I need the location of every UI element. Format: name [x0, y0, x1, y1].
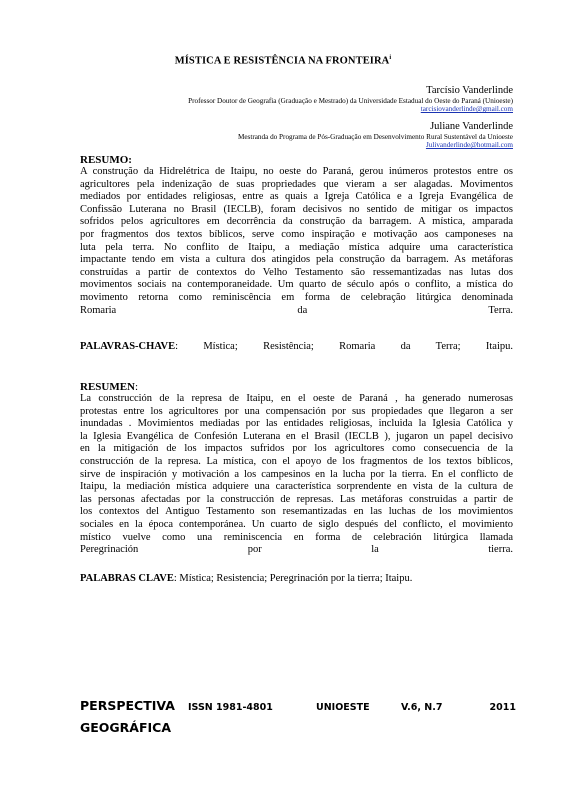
volume-label: V.6, N.7 — [401, 702, 443, 713]
palavras-chave-line — [80, 341, 513, 352]
palavras-chave-text: : Mística; Resistência; Romaria da Terra; Itaipu. — [175, 341, 513, 352]
paragraph-line: construídas a partir de contextos do Velho Testamento são ressemantizadas nas lutas dos — [80, 266, 513, 278]
resumen-heading: RESUMEN — [80, 381, 136, 393]
paragraph-line: La construcción de la represa de Itaipu, en el oeste de Paraná , ha generado numerosas — [80, 393, 513, 404]
paragraph-line: movimento retorna como reminiscência em forma de celebração litúrgica denominada — [80, 291, 513, 303]
paragraph-line: movimentos sociais na contemporaneidade. Um quarto de século após o conflito, a mística do — [80, 279, 513, 291]
year-label: 2011 — [489, 702, 516, 713]
paragraph-line: místico vuelve como una reminiscencia en forma de celebración litúrgica llamada — [80, 531, 513, 543]
title-footnote-marker: i — [389, 54, 392, 61]
paragraph-line: mediados por entidades religiosas, entre as quais a Igreja Católica e a Igreja Evangélica de — [80, 191, 513, 203]
resumen-heading-colon: : — [135, 381, 139, 393]
resumo-text — [80, 166, 513, 317]
paragraph-line: impactante tendo em vista a cultura dos atingidos pela construção da barragem. As metáforas — [80, 254, 513, 266]
author-affiliation: Mestranda do Programa de Pós-Graduação em Desenvolvimento Rural Sustentável da Unioeste — [237, 133, 513, 142]
paragraph-line: luta pela terra. No conflito de Itaipu, a mediação mística adquire uma característica — [80, 241, 513, 253]
issn-label: ISSN 1981-4801 — [188, 702, 273, 713]
author-name: Juliane Vanderlinde — [430, 121, 513, 132]
palabras-clave-text: : Mística; Resistencia; Peregrinación por la tierra; Itaipu. — [173, 573, 413, 584]
palabras-clave-line — [80, 573, 412, 584]
resumo-heading: RESUMO: — [80, 154, 132, 166]
paragraph-line: la Iglesia Evangélica de Confesión Luterana en el Brasil (IECLB ), jugaron un papel decisivo — [80, 430, 513, 442]
paper-title — [0, 54, 566, 67]
paragraph-line: Peregrinación por la tierra. — [80, 544, 513, 556]
palavras-chave-label: PALAVRAS-CHAVE — [80, 341, 176, 352]
resumo-section — [80, 154, 513, 317]
paragraph-line: protestas entre los agricultores por una compensación por sus propiedades que llegaron a ser — [80, 405, 513, 417]
paragraph-line: Confissão Luterana no Brasil (IECLB), foram decisivos no sentido de mitigar os impactos — [80, 203, 513, 215]
paragraph-line: Romaria da Terra. — [80, 304, 513, 316]
author-email-link[interactable]: tarcisiovanderlinde@gmail.com — [420, 105, 513, 114]
resumen-text — [80, 393, 513, 557]
paragraph-line: construcción de la represa. La mística, con el apoyo de los fragmentos de los textos bíblicos, — [80, 455, 513, 467]
paragraph-line: por fragmentos dos textos bíblicos, serve como inspiração e motivação aos camponeses na — [80, 228, 513, 240]
paragraph-line: las personas afectadas por la construcción de represas. Las metáforas construidas a partir de — [80, 493, 513, 505]
resumen-section — [80, 381, 513, 557]
paragraph-line: A construção da Hidrelétrica de Itaipu, no oeste do Paraná, gerou inúmeros protestos entre os — [80, 166, 513, 177]
paragraph-line: en la mitigación de los impactos sufridos por los agricultores como consecuencia de la — [80, 443, 513, 455]
author-name: Tarcísio Vanderlinde — [426, 85, 513, 96]
title-text: MÍSTICA E RESISTÊNCIA NA FRONTEIRA — [174, 55, 390, 67]
author-block-2 — [238, 121, 513, 150]
paragraph-line: sociales en la época contemporánea. Un cuarto de siglo después del conflicto, el movimiento — [80, 518, 513, 530]
paragraph-line: Itaipu, la mediación mística adquiere una característica sorprendente en vista de la cultura de — [80, 481, 513, 493]
paragraph-line: sofridos pelos agricultores em decorrência da construção da barragem. A mística, amparada — [80, 216, 513, 228]
journal-name-line2: GEOGRÁFICA — [80, 720, 172, 735]
journal-name-line1: PERSPECTIVA — [80, 698, 175, 713]
paragraph-line: los contextos del Antiguo Testamento son resemantizadas en las luchas de los movimientos — [80, 506, 513, 518]
paragraph-line: sirve de inspiración y motivación a los campesinos en la lucha por la tierra. En el conflicto de — [80, 468, 513, 480]
paragraph-line: agricultores pela indenização de suas propriedades que vieram a ser alagadas. Movimentos — [80, 178, 513, 190]
journal-footer — [80, 698, 516, 735]
paragraph-line: inundadas . Movimientos mediadas por las entidades religiosas, incluida la Iglesia Católica y — [80, 418, 513, 430]
author-email-link[interactable]: Julivanderlinde@hotmail.com — [425, 141, 513, 150]
author-affiliation: Professor Doutor de Geografia (Graduação e Mestrado) da Universidade Estadual do Oeste do Paraná (Unioeste) — [188, 97, 513, 106]
author-block-1 — [188, 85, 513, 114]
publisher-label: UNIOESTE — [316, 702, 370, 713]
palabras-clave-label: PALABRAS CLAVE — [80, 573, 174, 584]
